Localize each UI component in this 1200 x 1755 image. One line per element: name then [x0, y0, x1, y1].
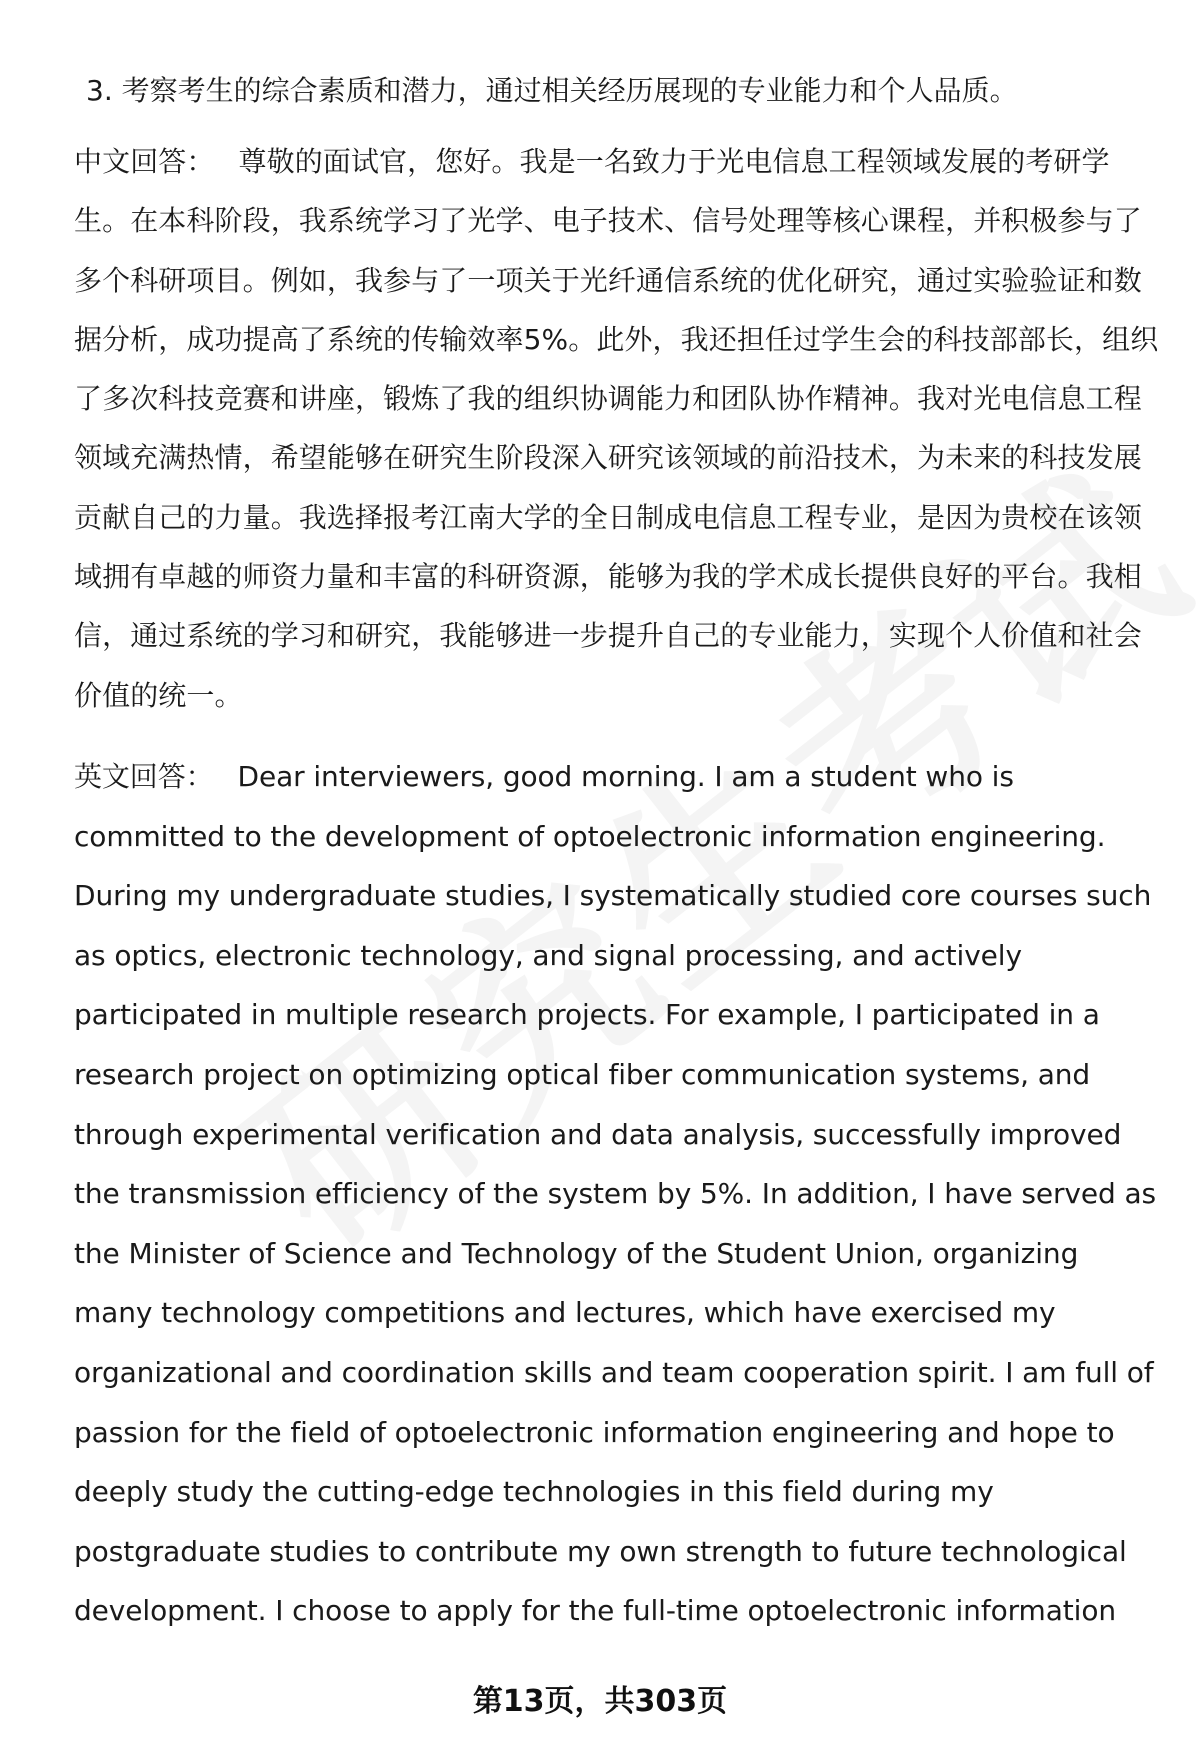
- english-answer-label: 英文回答：: [74, 759, 214, 793]
- english-answer-text: Dear interviewers, good morning. I am a student who is committed to the development of optoelectronic information engineering. During my undergraduate studies, I systematically studied core courses such as optics, electronic technology, and signal processing, and actively participated in multiple research projects. For example, I participated in a research project on optimizing optical fiber communication systems, and through experimental verification and data analysis, successfully improved the transmission efficiency of the system by 5%. In addition, I have served as the Minister of Science and Technology of the Student Union, organizing many technology competitions and lectures, which have exercised my organizational and coordination skills and team cooperation spirit. I am full of passion for the field of optoelectronic information engineering and hope to deeply study the cutting-edge technologies in this field during my postgraduate studies to contribute my own strength to future technological development. I choose to apply for the full-time optoelectronic information: [74, 759, 1157, 1628]
- english-answer: [74, 747, 1164, 1641]
- evaluation-point-3: 3. 考察考生的综合素质和潜力，通过相关经历展现的专业能力和个人品质。: [86, 74, 1018, 107]
- chinese-answer-text: 尊敬的面试官，您好。我是一名致力于光电信息工程领域发展的考研学生。在本科阶段，我系统学习了光学、电子技术、信号处理等核心课程，并积极参与了多个科研项目。例如，我参与了一项关于光纤通信系统的优化研究，通过实验验证和数据分析，成功提高了系统的传输效率5%。此外，我还担任过学生会的科技部部长，组织了多次科技竞赛和讲座，锻炼了我的组织协调能力和团队协作精神。我对光电信息工程领域充满热情，希望能够在研究生阶段深入研究该领域的前沿技术，为未来的科技发展贡献自己的力量。我选择报考江南大学的全日制成电信息工程专业，是因为贵校在该领域拥有卓越的师资力量和丰富的科研资源，能够为我的学术成长提供良好的平台。我相信，通过系统的学习和研究，我能够进一步提升自己的专业能力，实现个人价值和社会价值的统一。: [74, 145, 1159, 712]
- chinese-answer-label: 中文回答：: [74, 145, 215, 178]
- chinese-answer: [74, 132, 1164, 725]
- document-body: [74, 62, 1164, 1663]
- page-footer: 第13页，共303页: [472, 1684, 728, 1719]
